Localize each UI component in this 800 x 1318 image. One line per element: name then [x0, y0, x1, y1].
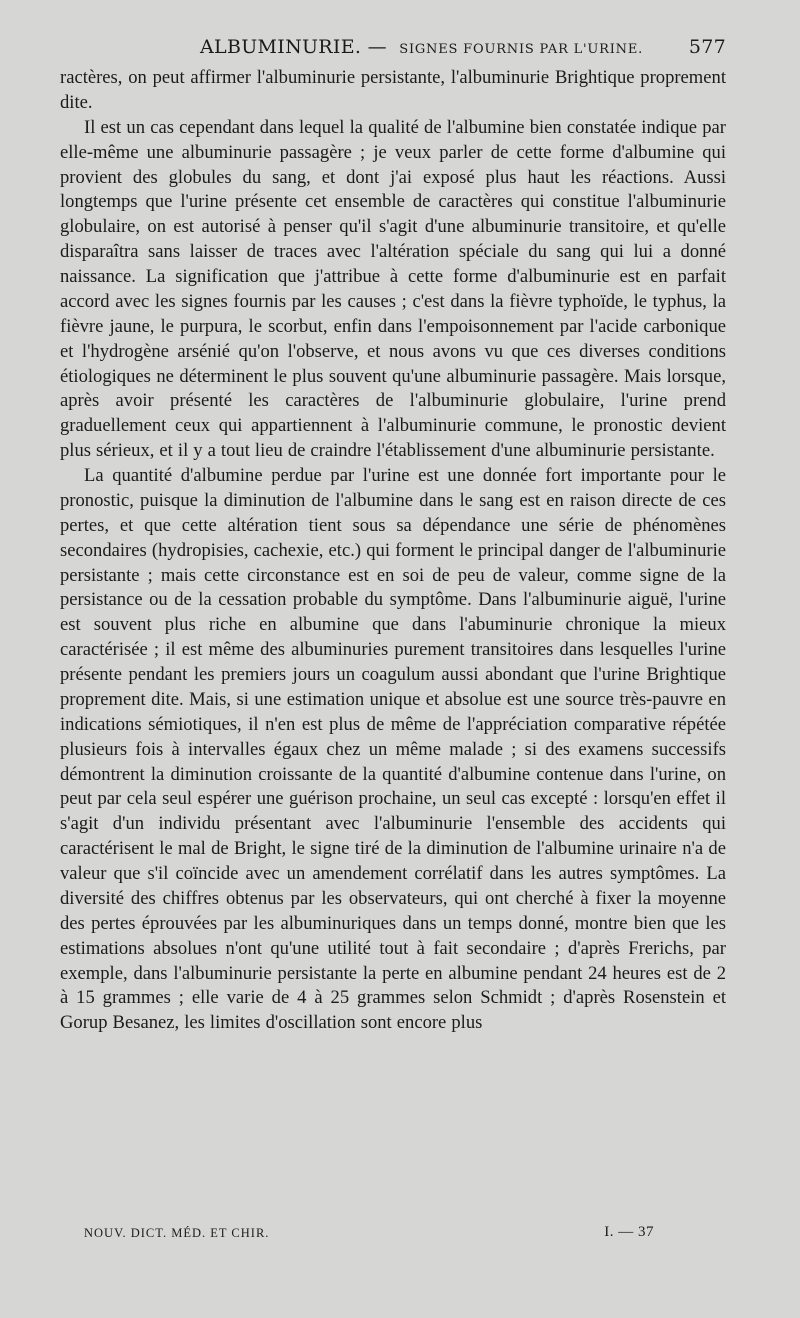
page-footer	[84, 1222, 726, 1242]
running-head	[60, 32, 726, 62]
running-title-dash: —	[367, 36, 387, 58]
running-title	[200, 36, 643, 58]
paragraph: Il est un cas cependant dans lequel la qualité de l'albumine bien constatée indique par elle-même une albuminurie passagère ; je veux parler de cette forme d'albumine qui provient des globules du sang, et dont j'ai exposé plus haut les réactions. Aussi longtemps que l'urine présente cet ensemble de caractères qui constitue l'albuminurie globulaire, on est autorisé à penser qu'il s'agit d'une albuminurie transitoire, et qu'elle disparaîtra sans laisser de traces avec l'altération spéciale du sang qui lui a donné naissance. La signification que j'attribue à cette forme d'albuminurie est en parfait accord avec les signes fournis par les causes ; c'est dans la fièvre typhoïde, le typhus, la fièvre jaune, le purpura, le scorbut, enfin dans l'empoisonnement par l'acide carbonique et l'hydrogène arsénié qu'on l'observe, et nous avons vu que ces diverses conditions étiologiques ne déterminent le plus souvent qu'une albuminurie passagère. Mais lorsque, après avoir présenté les caractères de l'albuminurie globulaire, l'urine prend graduellement ceux qui appartiennent à l'albuminurie commune, le pronostic devient plus sérieux, et il y a tout lieu de craindre l'établissement d'une albuminurie persistante.	[60, 116, 726, 462]
running-title-section: SIGNES FOURNIS PAR L'URINE.	[399, 42, 644, 57]
paragraph-continued: ractères, on peut affirmer l'albuminurie persistante, l'albuminurie Brightique proprement dite.	[60, 67, 726, 113]
body-text	[60, 66, 726, 1036]
running-title-main: ALBUMINURIE.	[200, 36, 362, 58]
footer-signature: I. — 37	[604, 1224, 654, 1240]
page-number: 577	[688, 36, 726, 58]
paragraph: La quantité d'albumine perdue par l'urine est une donnée fort importante pour le pronostic, puisque la diminution de l'albumine dans le sang est en raison directe de ces pertes, et que cette altération tient sous sa dépendance une série de phénomènes secondaires (hydropisies, cachexie, etc.) qui forment le principal danger de l'albuminurie persistante ; mais cette circonstance est en soi de peu de valeur, comme signe de la persistance ou de la cessation probable du symptôme. Dans l'albuminurie aiguë, l'urine est souvent plus riche en albumine que dans l'abuminurie chronique la mieux caractérisée ; il est même des albuminuries purement transitoires dans lesquelles l'urine présente pendant les premiers jours un coagulum aussi abondant que l'urine Brightique proprement dite. Mais, si une estimation unique et absolue est une source très-pauvre en indications sémiotiques, il n'en est plus de même de l'appréciation comparative répétée plusieurs fois à intervalles égaux chez un même malade ; si des examens successifs démontrent la diminution croissante de la quantité d'albumine contenue dans l'urine, on peut par cela seul espérer une guérison prochaine, un seul cas excepté : lorsqu'en effet il s'agit d'un individu présentant avec l'albuminurie l'ensemble des accidents qui caractérisent le mal de Bright, le signe tiré de la diminution de l'albumine urinaire n'a de valeur que s'il coïncide avec un amendement corrélatif dans les autres symptômes. La diversité des chiffres obtenus par les observateurs, qui ont cherché à fixer la moyenne des pertes éprouvées par les albuminuriques dans un temps donné, montre bien que les estimations absolues n'ont qu'une utilité tout à fait secondaire ; d'après Frerichs, par exemple, dans l'albuminurie persistante la perte en albumine pendant 24 heures est de 2 à 15 grammes ; elle varie de 4 à 25 grammes selon Schmidt ; d'après Rosenstein et Gorup Besanez, les limites d'oscillation sont encore plus	[60, 465, 726, 1034]
footer-publication: NOUV. DICT. MÉD. ET CHIR.	[84, 1226, 270, 1240]
